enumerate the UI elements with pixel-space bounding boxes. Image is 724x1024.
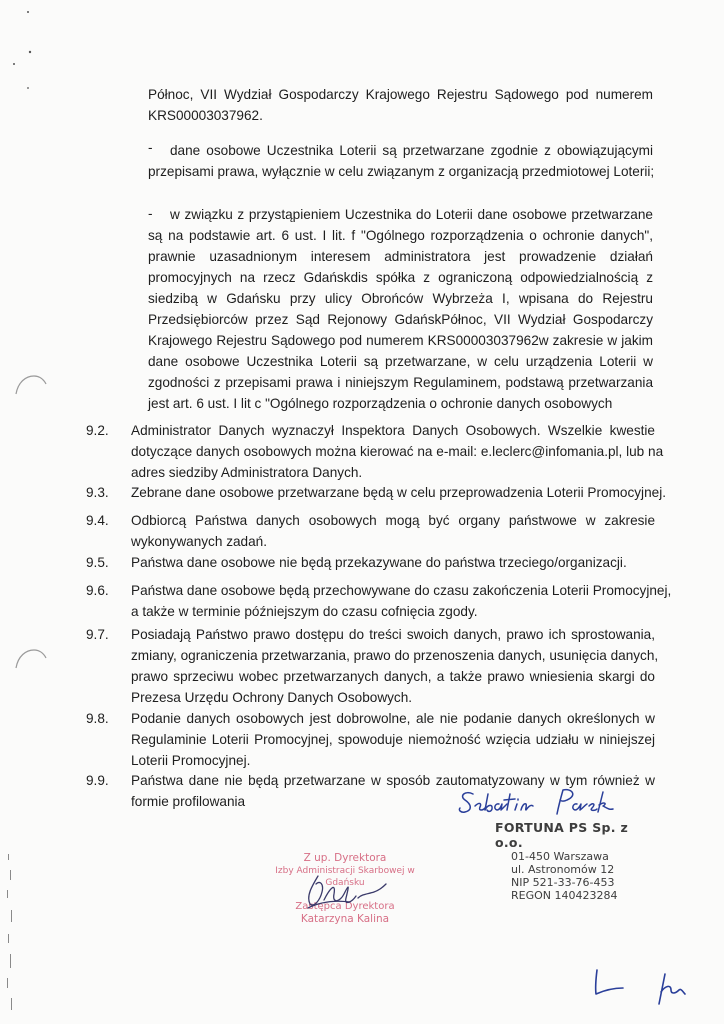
- text-line: w związku z przystąpieniem Uczestnika do Loterii dane osobowe przetwarzane: [170, 207, 653, 222]
- scan-edge-noise: [2, 850, 22, 1020]
- text-line: Przedsiębiorców przez Sąd Rejonowy GdańskPółnoc, VII Wydział Gospodarczy: [148, 312, 653, 327]
- text-line: Państwa dane nie będą przetwarzane w sposób zautomatyzowany w tym również w: [131, 773, 655, 788]
- section-text: [131, 482, 666, 503]
- section-number: 9.6.: [86, 583, 109, 598]
- company-address: 01-450 Warszawa: [511, 850, 609, 863]
- stamp-line: Zastępca Dyrektora: [295, 901, 395, 912]
- section-text: [131, 420, 664, 483]
- text-line: dotyczące danych osobowych można kierować na e-mail: e.leclerc@infomania.pl, lub na: [131, 444, 664, 459]
- punch-hole-mark: [12, 372, 48, 398]
- section-text: [131, 552, 655, 573]
- text-line: dane osobowe Uczestnika Loterii są przetwarzane zgodnie z obowiązującymi: [170, 143, 653, 158]
- intro-paragraph: [148, 84, 653, 126]
- text-line: Krajowego Rejestru Sądowego pod numerem KRS00003037962w zakresie w jakim: [148, 333, 653, 348]
- stamp-line: Z up. Dyrektora: [303, 852, 387, 864]
- scan-speck: [8, 6, 38, 96]
- handwritten-signature: [455, 782, 630, 822]
- text-line: formie profilowania: [131, 794, 246, 809]
- company-stamp: [495, 820, 655, 902]
- section-text: [131, 708, 655, 771]
- stamp-signature: [300, 872, 390, 914]
- section-number: 9.7.: [86, 627, 109, 642]
- text-line: Regulaminie Loterii Promocyjnej, spowoduje niemożność wzięcia udziału w niniejszej: [131, 732, 655, 747]
- text-line: a także w terminie późniejszym do czasu cofnięcia zgody.: [131, 604, 478, 619]
- bullet-paragraph: [148, 140, 653, 182]
- text-line: promocyjnych na rzecz Gdańskdis spółka z ograniczoną odpowiedzialnością z: [148, 270, 653, 285]
- text-line: Podanie danych osobowych jest dobrowolne, ale nie podanie danych określonych w: [131, 711, 655, 726]
- text-line: prawo sprzeciwu wobec przetwarzanych danych, a także prawo wniesienia skargi do: [131, 669, 655, 684]
- text-line: dane osobowe Uczestnika Loterii są przetwarzane, w celu urządzenia Loterii w: [148, 354, 653, 369]
- section-number: 9.4.: [86, 513, 109, 528]
- text-line: są na podstawie art. 6 ust. I lit. f "Ogólnego rozporządzenia o ochronie danych",: [148, 228, 653, 243]
- company-street: ul. Astronomów 12: [511, 863, 615, 876]
- initials-mark: [585, 960, 695, 1010]
- text-line: adres siedziby Administratora Danych.: [131, 465, 363, 480]
- section-number: 9.5.: [86, 555, 109, 570]
- punch-hole-mark: [12, 646, 48, 672]
- text-line: Zebrane dane osobowe przetwarzane będą w celu przeprowadzenia Loterii Promocyjnej.: [131, 485, 666, 500]
- section-number: 9.3.: [86, 485, 109, 500]
- section-number: 9.8.: [86, 711, 109, 726]
- text-line: KRS00003037962.: [148, 108, 263, 123]
- company-name: FORTUNA PS Sp. z o.o.: [495, 820, 629, 850]
- text-line: Państwa dane osobowe nie będą przekazywane do państwa trzeciego/organizacji.: [131, 555, 627, 570]
- section-text: [131, 580, 672, 622]
- text-line: Odbiorcą Państwa danych osobowych mogą być organy państwowe w zakresie: [131, 513, 655, 528]
- text-line: wykonywanych zadań.: [131, 534, 268, 549]
- section-number: 9.2.: [86, 423, 109, 438]
- stamp-line: Izby Administracji Skarbowej w Gdańsku: [275, 866, 415, 888]
- bullet-dash: -: [148, 206, 153, 221]
- text-line: Loterii Promocyjnej.: [131, 753, 251, 768]
- text-line: zmiany, ograniczenia przetwarzania, prawo do przenoszenia danych, usunięcia danych,: [131, 648, 659, 663]
- company-nip: NIP 521-33-76-453: [511, 876, 615, 889]
- section-text: [131, 624, 659, 708]
- stamp-line: Katarzyna Kalina: [300, 913, 390, 925]
- text-line: Północ, VII Wydział Gospodarczy Krajowego Rejestru Sądowego pod numerem: [148, 87, 653, 102]
- company-regon: REGON 140423284: [511, 889, 618, 902]
- text-line: zgodności z przepisami prawa i niniejszym Regulaminem, podstawą przetwarzania: [148, 375, 653, 390]
- bullet-dash: -: [148, 140, 153, 155]
- text-line: Prezesa Urzędu Ochrony Danych Osobowych.: [131, 690, 413, 705]
- text-line: przepisami prawa, wyłącznie w celu związanym z organizacją przedmiotowej Loterii;: [148, 164, 655, 179]
- bullet-paragraph: [148, 204, 653, 414]
- text-line: prawnie uzasadnionym interesem administratora jest prowadzenie działań: [148, 249, 653, 264]
- text-line: Państwa dane osobowe będą przechowywane do czasu zakończenia Loterii Promocyjnej,: [131, 583, 672, 598]
- section-text: [131, 510, 655, 552]
- text-line: jest art. 6 ust. I lit c "Ogólnego rozporządzenia o ochronie danych osobowych: [148, 396, 613, 411]
- text-line: Administrator Danych wyznaczył Inspektora Danych Osobowych. Wszelkie kwestie: [131, 423, 655, 438]
- text-line: siedzibą w Gdańsku przy ulicy Obrońców Wybrzeża I, wpisana do Rejestru: [148, 291, 653, 306]
- text-line: Posiadają Państwo prawo dostępu do treści swoich danych, prawo ich sprostowania,: [131, 627, 655, 642]
- section-number: 9.9.: [86, 773, 109, 788]
